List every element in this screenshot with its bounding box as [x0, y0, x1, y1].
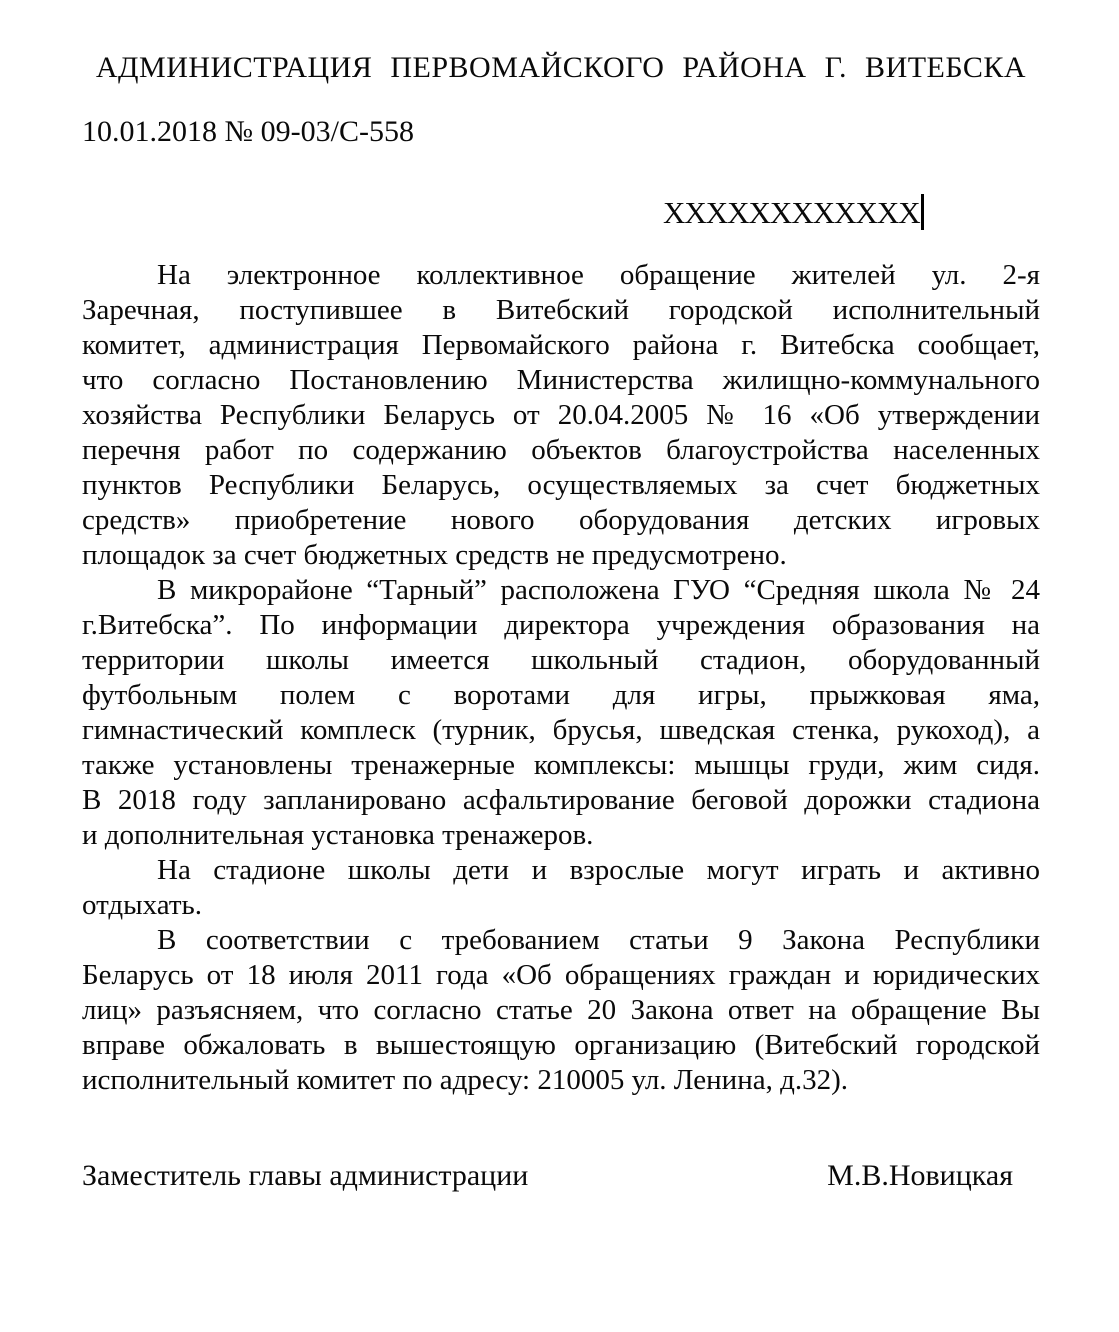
- paragraph-1: [82, 258, 1040, 573]
- reference-number: 10.01.2018 № 09-03/С-558: [82, 115, 414, 148]
- paragraph-2: [82, 573, 1040, 853]
- document-canvas[interactable]: [0, 52, 1119, 1332]
- text-line: На электронное коллективное обращение жителей ул. 2-я: [157, 259, 1040, 291]
- text-line: площадок за счет бюджетных средств не предусмотрено.: [82, 539, 787, 571]
- signature-block: [82, 1160, 1040, 1192]
- text-line: пунктов Республики Беларусь, осуществляемых за счет бюджетных: [82, 469, 1040, 501]
- letter-body: [82, 258, 1040, 1098]
- text-line: исполнительный комитет по адресу: 210005 ул. Ленина, д.32).: [82, 1064, 848, 1096]
- text-line: хозяйства Республики Беларусь от 20.04.2005 № 16 «Об утверждении: [82, 399, 1040, 431]
- text-line: В микрорайоне “Тарный” расположена ГУО “Средняя школа № 24: [157, 574, 1040, 606]
- text-line: что согласно Постановлению Министерства жилищно-коммунального: [82, 364, 1040, 396]
- paragraph-4: [82, 923, 1040, 1098]
- text-caret: [921, 194, 924, 230]
- text-line: Заречная, поступившее в Витебский городской исполнительный: [82, 294, 1040, 326]
- signature-name: М.В.Новицкая: [827, 1159, 1013, 1192]
- signature-position: Заместитель главы администрации: [82, 1159, 529, 1192]
- text-line: территории школы имеется школьный стадион, оборудованный: [82, 644, 1040, 676]
- text-line: и дополнительная установка тренажеров.: [82, 819, 594, 851]
- text-line: комитет, администрация Первомайского района г. Витебска сообщает,: [82, 329, 1040, 361]
- text-line: футбольным полем с воротами для игры, прыжковая яма,: [82, 679, 1040, 711]
- text-line: вправе обжаловать в вышестоящую организацию (Витебский городской: [82, 1029, 1040, 1061]
- text-line: лиц» разъясняем, что согласно статье 20 Закона ответ на обращение Вы: [82, 994, 1040, 1026]
- text-line: В 2018 году запланировано асфальтирование беговой дорожки стадиона: [82, 784, 1040, 816]
- text-line: также установлены тренажерные комплексы: мышцы груди, жим сидя.: [82, 749, 1040, 781]
- text-line: гимнастический комплеск (турник, брусья, шведская стенка, рукоход), а: [82, 714, 1040, 746]
- paragraph-3: [82, 853, 1040, 923]
- text-line: В соответствии с требованием статьи 9 Закона Республики: [157, 924, 1040, 956]
- document-title: АДМИНИСТРАЦИЯ ПЕРВОМАЙСКОГО РАЙОНА Г. ВИТЕБСКА: [95, 51, 1027, 84]
- text-line: отдыхать.: [82, 889, 203, 921]
- text-line: Беларусь от 18 июля 2011 года «Об обращениях граждан и юридических: [82, 959, 1040, 991]
- addressee-placeholder: ХХХХХХХХХХХХ: [663, 195, 920, 230]
- addressee-line: [82, 194, 1040, 232]
- text-line: г.Витебска”. По информации директора учреждения образования на: [82, 609, 1040, 641]
- text-line: перечня работ по содержанию объектов благоустройства населенных: [82, 434, 1040, 466]
- text-line: средств» приобретение нового оборудования детских игровых: [82, 504, 1040, 536]
- text-line: На стадионе школы дети и взрослые могут играть и активно: [157, 854, 1040, 886]
